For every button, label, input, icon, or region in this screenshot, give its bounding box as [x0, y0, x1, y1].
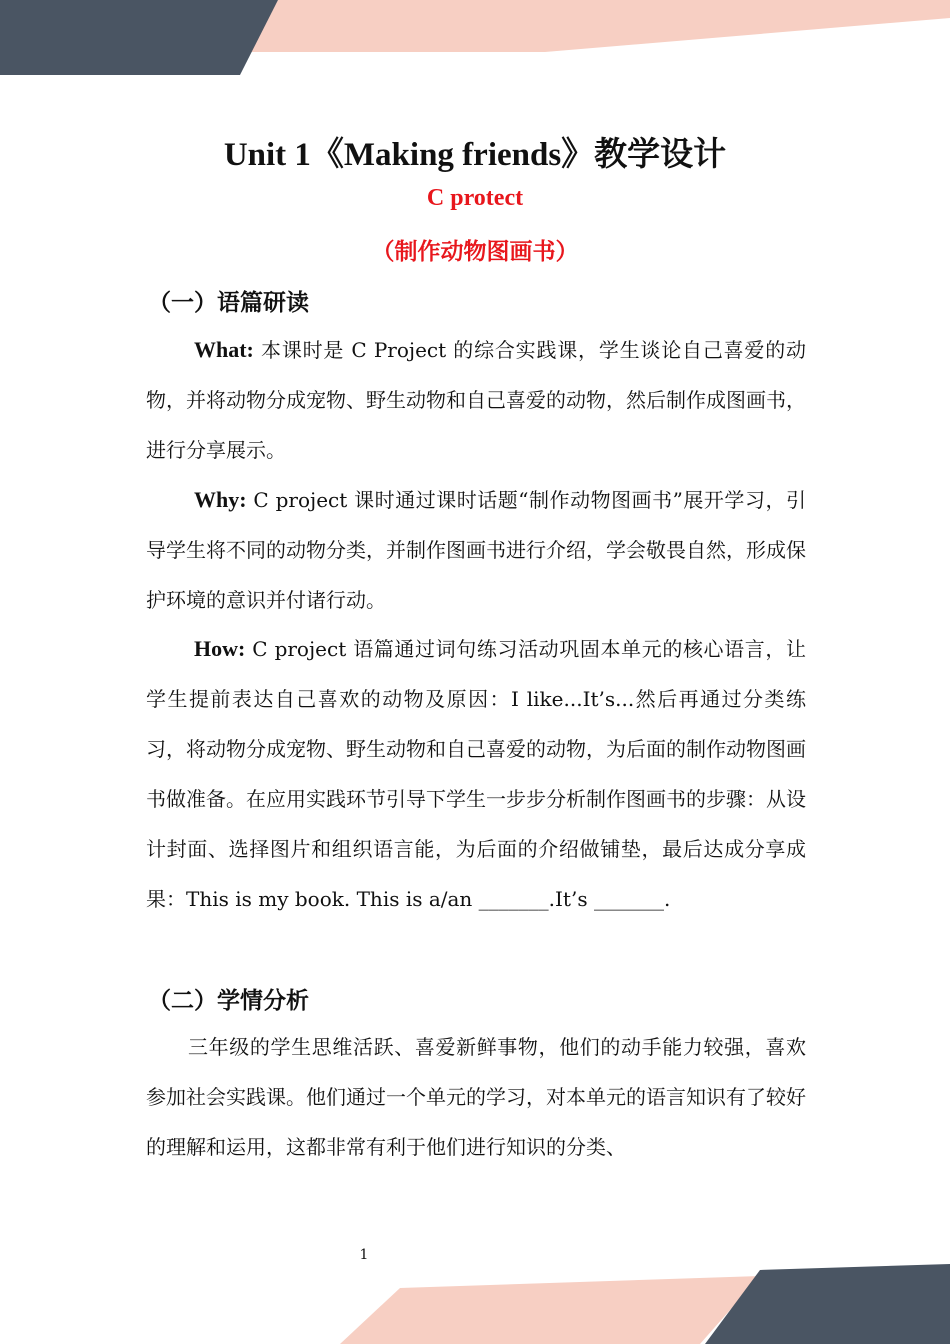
top-dark-band [0, 0, 278, 75]
subtitle-chinese: （制作动物图画书） [371, 239, 579, 265]
top-peach-band [240, 0, 950, 52]
why-text: C project 课时通过课时话题“制作动物图画书”展开学习，引导学生将不同的动物分类，并制作图画书进行介绍，学会敬畏自然，形成保护环境的意识并付诸行动。 [146, 488, 806, 612]
page-title: Unit 1《Making friends》教学设计 [223, 137, 727, 173]
paragraph-why [146, 475, 806, 625]
section-heading-text-analysis: （一）语篇研读 [148, 290, 309, 316]
paragraph-what [146, 325, 806, 475]
what-label: What: [194, 337, 254, 362]
how-label: How: [194, 636, 246, 661]
bottom-dark-band [705, 1264, 950, 1344]
paragraph-how [146, 624, 806, 924]
paragraph-student-analysis: 三年级的学生思维活跃、喜爱新鲜事物，他们的动手能力较强，喜欢参加社会实践课。他们通过一个单元的学习，对本单元的语言知识有了较好的理解和运用，这都非常有利于他们进行知识的分类、 [146, 1035, 806, 1159]
section-heading-student-analysis: （二）学情分析 [148, 988, 309, 1014]
what-text: 本课时是 C Project 的综合实践课，学生谈论自己喜爱的动物，并将动物分成宠物、野生动物和自己喜爱的动物，然后制作成图画书，进行分享展示。 [146, 338, 806, 462]
how-text: C project 语篇通过词句练习活动巩固本单元的核心语言，让学生提前表达自己喜欢的动物及原因：I like...It’s...然后再通过分类练习，将动物分成宠物、野生动物和自己喜爱的动物，为后面的制作动物图画书做准备。在应用实践环节引导下学生一步步分析制作图画书的步骤：从设计封面、选择图片和组织语言能，为后面的介绍做铺垫，最后达成分享成果：This is my book. This is a/an _______.It’s _______. [146, 637, 806, 911]
bottom-peach-band [340, 1276, 760, 1344]
subtitle: C protect [426, 185, 524, 211]
why-label: Why: [194, 487, 247, 512]
page-number: 1 [359, 1247, 369, 1263]
